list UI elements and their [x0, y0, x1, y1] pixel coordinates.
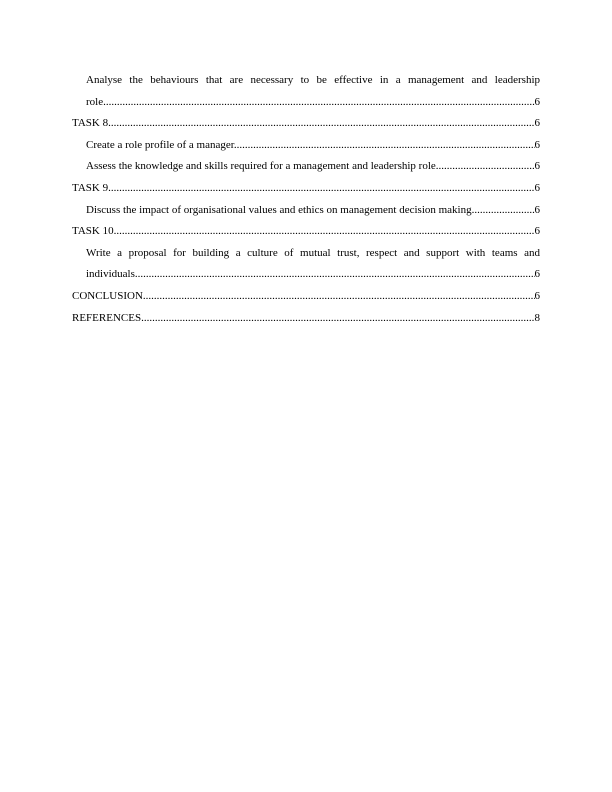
toc-entry-label: Create a role profile of a manager. [86, 138, 237, 151]
table-of-contents [72, 70, 540, 329]
toc-page-number: 6 [534, 181, 540, 194]
toc-entry-label: CONCLUSION [72, 289, 143, 302]
dot-leader [237, 135, 535, 157]
toc-entry-task-9[interactable] [72, 178, 540, 200]
toc-page-number: 6 [534, 268, 540, 281]
toc-page-number: 6 [534, 138, 540, 151]
dot-leader [436, 156, 535, 178]
toc-page-number: 8 [534, 311, 540, 324]
dot-leader [103, 92, 534, 114]
toc-page-number: 6 [534, 160, 540, 173]
dot-leader [108, 113, 534, 135]
toc-entry-assess-knowledge[interactable] [72, 156, 540, 178]
toc-entry-label: TASK 9 [72, 181, 109, 194]
toc-entry-text: Analyse the behaviours that are necessary to be effective in a management and leadership [86, 74, 540, 86]
toc-entry-label: individuals [86, 268, 135, 281]
toc-entry-analyse[interactable] [72, 92, 540, 114]
toc-entry-text: Write a proposal for building a culture of mutual trust, respect and support with teams and [86, 246, 540, 259]
toc-entry-label: Discuss the impact of organisational values and ethics on management decision making. [86, 203, 475, 216]
toc-entry-analyse-line1 [72, 70, 540, 92]
dot-leader [114, 221, 535, 243]
toc-entry-label: Assess the knowledge and skills required for a management and leadership role [86, 160, 436, 173]
toc-entry-references[interactable] [72, 308, 540, 330]
dot-leader [108, 178, 534, 200]
dot-leader [143, 286, 535, 308]
dot-leader [141, 308, 534, 330]
toc-entry-label: TASK 8 [72, 117, 109, 130]
toc-page-number: 6 [534, 289, 540, 302]
toc-entry-label: role [86, 95, 104, 108]
toc-page-number: 6 [534, 225, 540, 238]
toc-entry-role-profile[interactable] [72, 135, 540, 157]
toc-page-number: 6 [534, 95, 540, 108]
toc-entry-proposal[interactable] [72, 264, 540, 286]
toc-entry-task-10[interactable] [72, 221, 540, 243]
toc-entry-conclusion[interactable] [72, 286, 540, 308]
toc-entry-values-ethics[interactable] [72, 200, 540, 222]
dot-leader [135, 264, 535, 286]
toc-page-number: 6 [534, 203, 540, 216]
toc-page-number: 6 [534, 117, 540, 130]
toc-entry-proposal-line1 [72, 243, 540, 265]
toc-entry-task-8[interactable] [72, 113, 540, 135]
toc-entry-label: TASK 10 [72, 225, 114, 238]
dot-leader [474, 200, 534, 222]
toc-entry-label: REFERENCES [72, 311, 142, 324]
